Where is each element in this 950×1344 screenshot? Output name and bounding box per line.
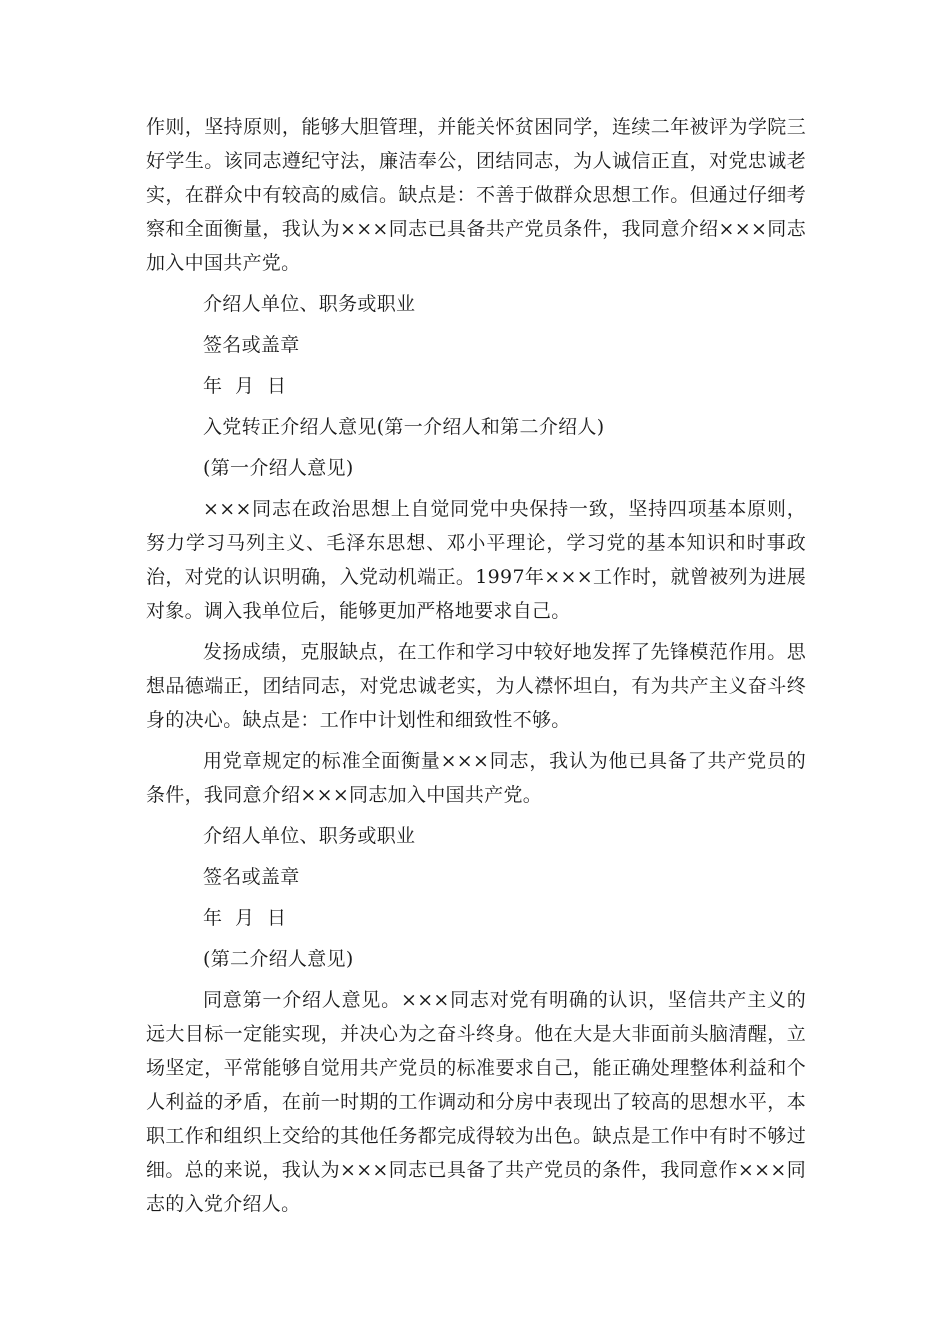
paragraph-first-opinion-2: 发扬成绩，克服缺点，在工作和学习中较好地发挥了先锋模范作用。思想品德端正，团结同志，对党忠诚老实，为人襟怀坦白，有为共产主义奋斗终身的决心。缺点是：工作中计划性和细致性不够。 (146, 641, 806, 731)
second-introducer-heading: (第二介绍人意见) (203, 948, 354, 970)
signature-label-2: 签名或盖章 (203, 866, 300, 888)
paragraph-first-opinion-1: ×××同志在政治思想上自觉同党中央保持一致，坚持四项基本原则，努力学习马列主义、毛泽东思想、邓小平理论，学习党的基本知识和时事政治，对党的认识明确，入党动机端正。1997年×××工作时，就曾被列为进展对象。调入我单位后，能够更加严格地要求自己。 (146, 498, 806, 622)
first-introducer-heading: (第一介绍人意见) (203, 457, 354, 479)
date-label: 年 月 日 (203, 375, 287, 397)
introducer-unit-label-2: 介绍人单位、职务或职业 (203, 825, 416, 847)
date-label-2: 年 月 日 (203, 907, 287, 929)
section-heading: 入党转正介绍人意见(第一介绍人和第二介绍人) (203, 416, 605, 438)
document-body (146, 110, 806, 1228)
introducer-unit-label: 介绍人单位、职务或职业 (203, 293, 416, 315)
paragraph-continued: 作则，坚持原则，能够大胆管理，并能关怀贫困同学，连续二年被评为学院三好学生。该同志遵纪守法，廉洁奉公，团结同志，为人诚信正直，对党忠诚老实，在群众中有较高的威信。缺点是：不善于做群众思想工作。但通过仔细考察和全面衡量，我认为×××同志已具备共产党员条件，我同意介绍×××同志加入中国共产党。 (146, 116, 806, 274)
signature-label: 签名或盖章 (203, 334, 300, 356)
paragraph-second-opinion: 同意第一介绍人意见。×××同志对党有明确的认识，坚信共产主义的远大目标一定能实现，并决心为之奋斗终身。他在大是大非面前头脑清醒，立场坚定，平常能够自觉用共产党员的标准要求自己，能正确处理整体利益和个人利益的矛盾，在前一时期的工作调动和分房中表现出了较高的思想水平，本职工作和组织上交给的其他任务都完成得较为出色。缺点是工作中有时不够过细。总的来说，我认为×××同志已具备了共产党员的条件，我同意作×××同志的入党介绍人。 (146, 989, 806, 1215)
paragraph-first-opinion-3: 用党章规定的标准全面衡量×××同志，我认为他已具备了共产党员的条件，我同意介绍×××同志加入中国共产党。 (146, 750, 806, 806)
